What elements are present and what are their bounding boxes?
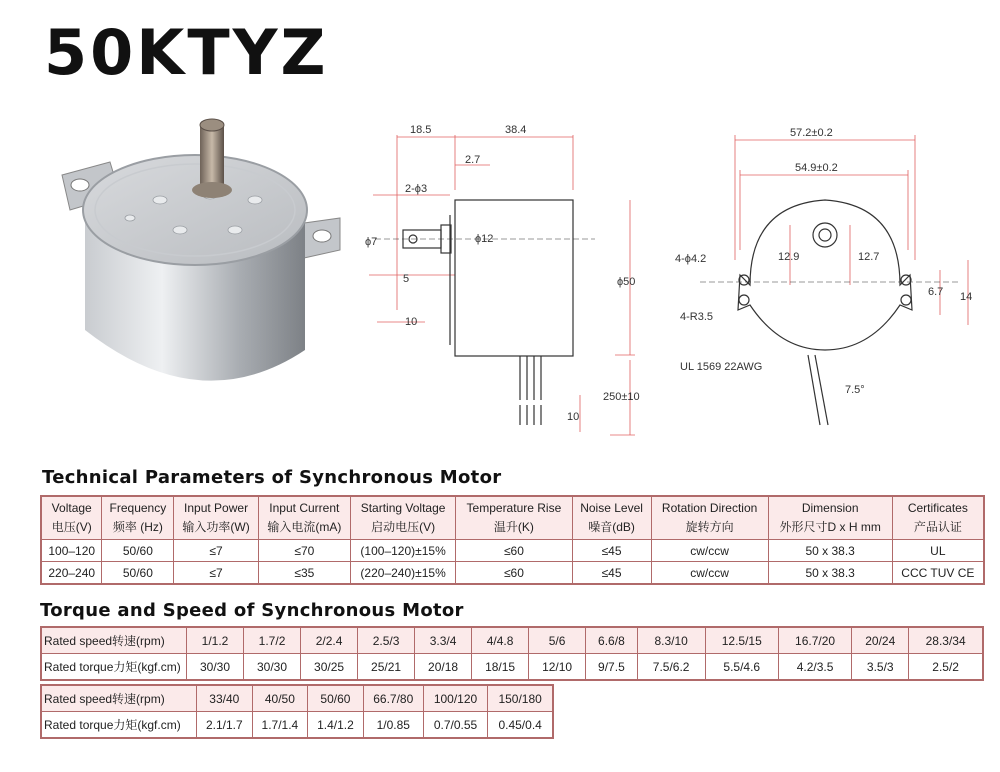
torque-cell: 4.2/3.5: [778, 654, 851, 681]
spec-header-row: [41, 496, 984, 540]
torque-cell: 0.45/0.4: [488, 712, 553, 739]
spec-header-cn: 旋转方向: [685, 520, 734, 534]
torque-cell: 30/25: [301, 654, 358, 681]
torque-row-2: [41, 712, 553, 739]
speed-cell: 8.3/10: [637, 627, 705, 654]
torque-cell: 18/15: [472, 654, 529, 681]
front-view-drawing: [355, 110, 655, 440]
torque-table-2: [40, 684, 554, 739]
motor-photo: [40, 100, 370, 410]
spec-cell: cw/ccw: [651, 562, 768, 585]
speed-cell: 1.7/2: [244, 627, 301, 654]
spec-header-cn: 噪音(dB): [588, 520, 635, 534]
spec-cell: cw/ccw: [651, 540, 768, 562]
dim-front-10b: 10: [567, 411, 580, 423]
torque-cell: 7.5/6.2: [637, 654, 705, 681]
torque-cell: 5.5/4.6: [705, 654, 778, 681]
spec-table: [40, 495, 985, 585]
spec-cell: ≤7: [174, 540, 258, 562]
torque-cell: 30/30: [244, 654, 301, 681]
spec-cell: ≤45: [572, 562, 651, 585]
dim-front-2phi3: 2-ϕ3: [405, 183, 428, 195]
spec-header-cell: [768, 496, 892, 540]
torque-cell: 3.5/3: [852, 654, 909, 681]
spec-header-cell: [102, 496, 174, 540]
speed-row: [41, 627, 983, 654]
dim-side-6.7: 6.7: [928, 286, 944, 298]
spec-row: [41, 540, 984, 562]
product-title: 50KTYZ: [44, 16, 329, 89]
spec-header-cell: [41, 496, 102, 540]
speed-row-2: [41, 685, 553, 712]
torque-cell: 12/10: [529, 654, 586, 681]
spec-header-en: Rotation Direction: [661, 501, 758, 515]
spec-header-cell: [456, 496, 572, 540]
spec-header-cell: [651, 496, 768, 540]
spec-header-en: Starting Voltage: [360, 501, 446, 515]
spec-header-cn: 输入功率(W): [182, 520, 250, 534]
speed-cell: 20/24: [852, 627, 909, 654]
torque-cell: 2.5/2: [909, 654, 983, 681]
spec-cell: 50/60: [102, 540, 174, 562]
dim-side-7.5deg: 7.5°: [845, 384, 865, 396]
spec-cell: 50 x 38.3: [768, 562, 892, 585]
speed-cell: 4/4.8: [472, 627, 529, 654]
dim-side-ul-wire: UL 1569 22AWG: [680, 361, 763, 373]
torque-row-label-2: Rated torque力矩(kgf.cm): [41, 712, 197, 739]
torque-cell: 1/0.85: [363, 712, 423, 739]
speed-row-label-2: Rated speed转速(rpm): [41, 685, 197, 712]
dim-front-5: 5: [403, 273, 410, 285]
spec-section-title: Technical Parameters of Synchronous Motor: [42, 467, 502, 488]
spec-cell: UL: [892, 540, 984, 562]
spec-cell: ≤70: [258, 540, 350, 562]
torque-cell: 20/18: [415, 654, 472, 681]
speed-cell: 12.5/15: [705, 627, 778, 654]
spec-header-cell: [258, 496, 350, 540]
spec-header-cell: [350, 496, 455, 540]
torque-section-title: Torque and Speed of Synchronous Motor: [40, 600, 464, 621]
spec-cell: 50/60: [102, 562, 174, 585]
dim-side-4r3.5: 4-R3.5: [680, 311, 714, 323]
torque-cell: 2.1/1.7: [197, 712, 253, 739]
spec-header-cn: 外形尺寸D x H mm: [779, 520, 881, 534]
spec-row: [41, 562, 984, 585]
spec-cell: 50 x 38.3: [768, 540, 892, 562]
spec-header-cell: [892, 496, 984, 540]
torque-cell: 1.7/1.4: [252, 712, 308, 739]
dim-front-250: 250±10: [603, 391, 640, 403]
dim-side-12.9: 12.9: [778, 251, 800, 263]
dim-front-2.7: 2.7: [465, 154, 481, 166]
dim-side-14: 14: [960, 291, 973, 303]
speed-cell: 16.7/20: [778, 627, 851, 654]
spec-header-en: Temperature Rise: [466, 501, 562, 515]
spec-header-en: Voltage: [51, 501, 92, 515]
dim-side-57.2: 57.2±0.2: [790, 127, 833, 139]
spec-header-cell: [174, 496, 258, 540]
speed-cell: 150/180: [488, 685, 553, 712]
speed-cell: 1/1.2: [187, 627, 244, 654]
spec-header-en: Input Power: [184, 501, 249, 515]
spec-cell: (220–240)±15%: [350, 562, 455, 585]
spec-header-en: Dimension: [801, 501, 859, 515]
spec-header-cn: 产品认证: [913, 520, 962, 534]
dim-front-10: 10: [405, 316, 418, 328]
dim-front-38.4: 38.4: [505, 124, 527, 136]
torque-row-label: Rated torque力矩(kgf.cm): [41, 654, 187, 681]
speed-cell: 28.3/34: [909, 627, 983, 654]
spec-header-cn: 电压(V): [51, 520, 92, 534]
speed-cell: 2.5/3: [358, 627, 415, 654]
spec-header-en: Input Current: [269, 501, 340, 515]
spec-cell: ≤35: [258, 562, 350, 585]
spec-cell: CCC TUV CE: [892, 562, 984, 585]
spec-header-cn: 启动电压(V): [371, 520, 436, 534]
torque-cell: 1.4/1.2: [308, 712, 364, 739]
speed-cell: 33/40: [197, 685, 253, 712]
spec-header-cn: 频率 (Hz): [112, 520, 163, 534]
spec-cell: 220–240: [41, 562, 102, 585]
spec-body: [41, 540, 984, 585]
spec-cell: (100–120)±15%: [350, 540, 455, 562]
dim-front-phi7: ϕ7: [365, 236, 378, 248]
torque-cell: 25/21: [358, 654, 415, 681]
speed-cell: 2/2.4: [301, 627, 358, 654]
spec-cell: ≤7: [174, 562, 258, 585]
spec-cell: ≤60: [456, 540, 572, 562]
spec-header-cell: [572, 496, 651, 540]
dim-side-12.7: 12.7: [858, 251, 880, 263]
dim-front-18.5: 18.5: [410, 124, 432, 136]
spec-header-en: Noise Level: [580, 501, 643, 515]
spec-header-cn: 温升(K): [493, 520, 534, 534]
spec-header-en: Frequency: [109, 501, 167, 515]
dim-side-4phi4.2: 4-ϕ4.2: [675, 253, 707, 265]
dim-side-54.9: 54.9±0.2: [795, 162, 838, 174]
torque-row: [41, 654, 983, 681]
speed-cell: 5/6: [529, 627, 586, 654]
spec-cell: 100–120: [41, 540, 102, 562]
spec-header-cn: 输入电流(mA): [267, 520, 342, 534]
dim-front-phi50: ϕ50: [617, 276, 636, 288]
speed-cell: 66.7/80: [363, 685, 423, 712]
torque-table: [40, 626, 984, 681]
speed-cell: 3.3/4: [415, 627, 472, 654]
spec-cell: ≤45: [572, 540, 651, 562]
speed-row-label: Rated speed转速(rpm): [41, 627, 187, 654]
spec-header-en: Certificates: [907, 501, 968, 515]
side-view-drawing: [660, 110, 990, 440]
speed-cell: 6.6/8: [586, 627, 638, 654]
speed-cell: 40/50: [252, 685, 308, 712]
speed-cell: 100/120: [423, 685, 488, 712]
torque-cell: 9/7.5: [586, 654, 638, 681]
torque-cell: 30/30: [187, 654, 244, 681]
speed-cell: 50/60: [308, 685, 364, 712]
torque-cell: 0.7/0.55: [423, 712, 488, 739]
dim-front-phi12: ϕ12: [475, 233, 494, 245]
spec-cell: ≤60: [456, 562, 572, 585]
